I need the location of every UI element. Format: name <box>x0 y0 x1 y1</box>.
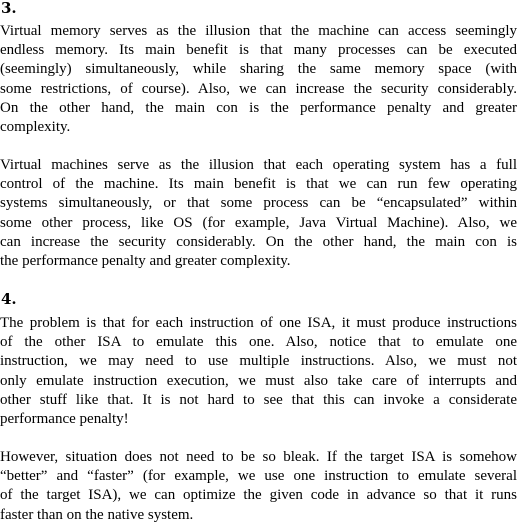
text-line: some other process, like OS (for example, Java Virtual Machine). Also, we <box>0 214 517 231</box>
text-line: performance penalty! <box>0 410 129 427</box>
text-line: of the other ISA to emulate this one. Also, notice that to emulate one <box>0 334 517 351</box>
text-line: “better” and “faster” (for example, we use one instruction to emulate several <box>0 468 517 485</box>
text-line: However, situation does not need to be so bleak. If the target ISA is somehow <box>0 449 517 465</box>
section-3-heading: 3. <box>1 0 17 17</box>
text-line: endless memory. Its main benefit is that many processes can be executed <box>0 42 517 59</box>
section-4-heading: 4. <box>1 290 17 308</box>
text-line: On the other hand, the main con is the performance penalty and greater <box>0 99 517 116</box>
text-line: some restrictions, of course). Also, we can increase the security considerably. <box>0 80 517 97</box>
text-line: the performance penalty and greater complexity. <box>0 252 291 269</box>
text-line: can increase the security considerably. On the other hand, the main con is <box>0 233 517 250</box>
virtual-memory-paragraph <box>0 22 517 137</box>
text-line: instruction, we may need to use multiple instructions. Also, we must not <box>0 353 517 370</box>
text-line: complexity. <box>0 118 71 135</box>
text-line: The problem is that for each instruction of one ISA, it must produce instructions <box>0 315 517 331</box>
virtual-machines-paragraph <box>0 156 517 271</box>
text-line: of the target ISA), we can optimize the given code in advance so that it runs <box>0 487 517 504</box>
optimization-paragraph <box>0 448 517 525</box>
text-line: only emulate instruction execution, we must also take care of interrupts and <box>0 372 517 389</box>
text-line: control of the machine. Its main benefit is that we can run few operating <box>0 176 517 193</box>
isa-emulation-paragraph <box>0 314 517 429</box>
text-line: (seemingly) simultaneously, while sharing the same memory space (with <box>0 61 517 78</box>
text-line: Virtual memory serves as the illusion that the machine can access seemingly <box>0 23 517 39</box>
text-line: other stuff like that. It is not hard to see that this can invoke a considerate <box>0 391 517 408</box>
text-line: Virtual machines serve as the illusion that each operating system has a full <box>0 157 517 173</box>
text-line: faster than on the native system. <box>0 506 194 523</box>
text-line: systems simultaneously, or that some process can be “encapsulated” within <box>0 195 517 212</box>
